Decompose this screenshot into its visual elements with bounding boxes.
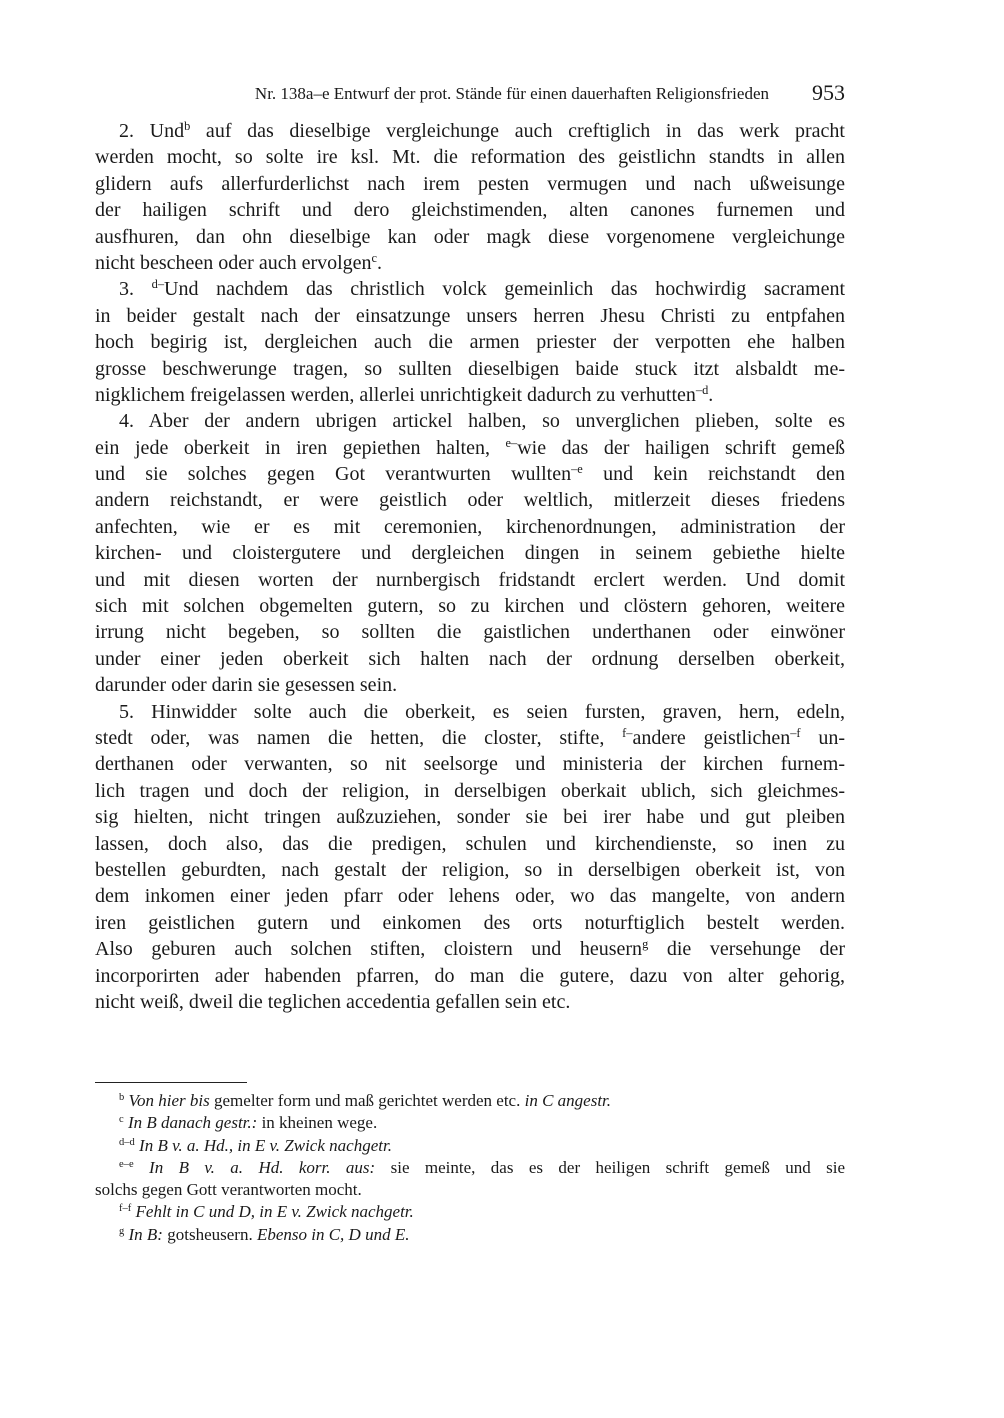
text-run: ein jede oberkeit in iren gepiethen halten, — [95, 436, 506, 459]
text-run: 2. Und — [119, 120, 185, 142]
footnote-marker: c — [371, 251, 378, 266]
footnote — [95, 1135, 845, 1157]
footnote-marker: –d — [695, 383, 709, 398]
text-line — [95, 329, 845, 355]
footnote-marker: –e — [571, 462, 583, 477]
text-line — [95, 356, 845, 382]
footnote-marker: d–d — [119, 1136, 135, 1148]
text-run: sich mit solchen obgemelten gutern, so zu kirchen und clöstern gehoren, weitere — [95, 595, 845, 618]
text-line — [95, 593, 845, 619]
text-line — [95, 435, 845, 461]
text-run: die versehunge der — [648, 938, 846, 961]
text-run: Und nachdem das christlich volck gemeinlich das hochwirdig sacrament — [164, 278, 846, 301]
text-run: anfechten, wie er es mit ceremonien, kirchenordnungen, administration der — [95, 515, 845, 538]
text-line — [95, 646, 845, 672]
footnote-marker: e–e — [119, 1159, 134, 1171]
footnote — [95, 1224, 845, 1246]
text-line — [95, 989, 845, 1015]
footnote — [95, 1201, 845, 1223]
text-line — [95, 1157, 845, 1179]
footnote-marker: g — [119, 1225, 125, 1237]
text-run: nicht weiß, dweil die teglichen accedentia gefallen sein etc. — [95, 990, 571, 1013]
text-run: und mit diesen worten der nurnbergisch fridstandt erclert werden. Und domit — [95, 568, 845, 591]
footnote-marker: f–f — [119, 1203, 132, 1215]
editorial-note: In B danach gestr.: — [127, 1113, 258, 1133]
text-line — [95, 382, 845, 408]
text-line — [95, 1201, 845, 1223]
text-run: andern reichstandt, er were geistlich oder weltlich, mitlerzeit dieses friedens — [95, 489, 845, 512]
text-line — [95, 303, 845, 329]
editorial-note: In B: — [128, 1224, 163, 1244]
text-line — [95, 540, 845, 566]
text-run: glidern aufs allerfurderlichst nach irem pesten vermugen und nach ußweisunge — [95, 172, 845, 195]
text-line — [95, 963, 845, 989]
paragraph — [95, 699, 845, 1016]
text-run: . — [377, 251, 383, 274]
text-line — [95, 118, 845, 144]
text-line — [95, 672, 845, 698]
text-run: sie meinte, das es der heiligen schrift gemeß und sie — [375, 1157, 846, 1177]
text-line — [95, 1135, 845, 1157]
text-run: und kein reichstandt den — [582, 463, 845, 486]
footnote-divider — [95, 1082, 247, 1083]
text-run: . — [708, 383, 714, 406]
footnote — [95, 1112, 845, 1134]
text-run: nicht bescheen oder auch ervolgen — [95, 251, 372, 274]
footnote — [95, 1090, 845, 1112]
text-run: in kheinen wege. — [257, 1113, 378, 1133]
text-line — [95, 197, 845, 223]
footnotes — [95, 1090, 845, 1246]
running-header — [95, 80, 845, 108]
text-run: 5. Hinwidder solte auch die oberkeit, es seien fursten, graven, hern, edeln, — [119, 700, 845, 723]
text-line — [95, 725, 845, 751]
text-run: wie das der hailigen schrift gemeß — [517, 436, 845, 459]
text-run: derthanen oder verwanten, so nit seelsorge und ministeria der kirchen furnem- — [95, 753, 845, 776]
text-run: auf das dieselbige vergleichunge auch creftiglich in das werk pracht — [190, 120, 845, 142]
text-line — [95, 224, 845, 250]
paragraph — [95, 118, 845, 276]
text-line — [95, 778, 845, 804]
footnote-marker: d– — [151, 277, 165, 292]
text-run: andere geistlichen — [632, 726, 791, 749]
text-run: iren geistlichen gutern und einkomen des orts noturftiglich bestelt werden. — [95, 911, 845, 934]
main-text — [95, 118, 845, 1015]
text-run: 4. Aber der andern ubrigen artickel halben, so unverglichen plieben, solte es — [119, 410, 845, 433]
text-line — [95, 619, 845, 645]
editorial-note: In B v. a. Hd. korr. aus: — [149, 1157, 376, 1177]
text-run: der hailigen schrift und dero gleichstimenden, alten canones furnemen und — [95, 199, 845, 222]
text-line — [95, 276, 845, 302]
footnote-marker: g — [642, 937, 649, 952]
text-run: solchs gegen Gott verantworten mocht. — [95, 1180, 362, 1200]
text-run: lich tragen und doch der religion, in derselbigen oberkait ublich, sich gleichmes- — [95, 779, 845, 802]
text-line — [95, 171, 845, 197]
text-line — [95, 1112, 845, 1134]
text-run: lassen, doch also, das die predigen, schulen und kirchendienste, so inen zu — [95, 832, 845, 855]
footnote-marker: b — [184, 119, 191, 134]
text-run: gemelter form und maß gerichtet werden etc. — [209, 1091, 525, 1110]
text-run: un- — [800, 726, 845, 749]
editorial-note: Fehlt in C und D, in E v. Zwick nachgetr. — [135, 1202, 414, 1222]
text-line — [95, 804, 845, 830]
footnote-marker: e– — [505, 435, 518, 450]
editorial-note: Ebenso in C, D und E. — [256, 1224, 410, 1244]
text-run: stedt oder, was namen die hetten, die closter, stifte, — [95, 726, 623, 749]
text-run: bestellen geburdten, nach gestalt der religion, so in derselbigen oberkeit ist, von — [95, 858, 845, 881]
text-run: dem inkomen einer jeden pfarr oder lehens oder, wo das mangelte, von andern — [95, 885, 845, 908]
text-line — [95, 144, 845, 170]
text-line — [95, 883, 845, 909]
text-run: darunder oder darin sie gesessen sein. — [95, 674, 398, 697]
text-run: in beider gestalt nach der einsatzunge unsers herren Jhesu Christi zu entpfahen — [95, 304, 845, 327]
editorial-note: In B v. a. Hd., in E v. Zwick nachgetr. — [139, 1135, 392, 1155]
footnote-marker: b — [119, 1092, 125, 1104]
footnote-marker: f– — [622, 726, 633, 741]
footnote-marker: c — [119, 1114, 124, 1126]
text-line — [95, 1179, 845, 1201]
paragraph — [95, 408, 845, 698]
text-line — [95, 567, 845, 593]
running-title: Nr. 138a–e Entwurf der prot. Stände für einen dauerhaften Religionsfrieden — [254, 84, 769, 103]
text-run: sig hielten, nicht tringen außzuziehen, sonder sie bei irer habe und gut pleiben — [95, 806, 845, 829]
text-run: irrung nicht begeben, so sollten die gaistlichen underthanen oder einwöner — [95, 621, 845, 644]
editorial-note: Von hier bis — [128, 1091, 210, 1110]
text-run: werden mocht, so solte ire ksl. Mt. die reformation des geistlichn standts in allen — [95, 146, 845, 169]
text-run: kirchen- und cloistergutere und dergleichen dingen in seinem gebiethe hielte — [95, 542, 845, 565]
text-line — [95, 1090, 845, 1112]
text-run: gotsheusern. — [162, 1224, 257, 1244]
text-line — [95, 910, 845, 936]
text-line — [95, 408, 845, 434]
text-line — [95, 831, 845, 857]
text-line — [95, 461, 845, 487]
text-run: hoch begirig ist, dergleichen auch die armen priester der verpotten ehe halben — [95, 331, 845, 354]
text-run — [134, 1158, 149, 1177]
text-run: Also geburen auch solchen stiften, cloistern und heusern — [95, 938, 643, 961]
text-line — [95, 857, 845, 883]
text-line — [95, 751, 845, 777]
text-run: incorporirten ader habenden pfarren, do man die gutere, dazu von alter gehorig, — [95, 964, 845, 987]
text-line — [95, 1224, 845, 1246]
footnote-marker: –f — [790, 726, 801, 741]
text-run: nigklichem freigelassen werden, allerlei unrichtigkeit dadurch zu verhutten — [95, 383, 696, 406]
page-number: 953 — [812, 80, 845, 105]
text-line — [95, 936, 845, 962]
text-run: grosse beschwerunge tragen, so sullten dieselbigen baide stuck itzt alsbaldt me- — [95, 357, 845, 380]
editorial-note: in C angestr. — [524, 1091, 612, 1110]
text-run: 3. — [119, 278, 152, 301]
footnote — [95, 1157, 845, 1202]
text-line — [95, 487, 845, 513]
text-line — [95, 250, 845, 276]
text-line — [95, 699, 845, 725]
text-run: ausfhuren, dan ohn dieselbige kan oder magk diese vorgenomene vergleichunge — [95, 225, 845, 248]
text-run: und sie solches gegen Got verantwurten wullten — [95, 463, 572, 486]
paragraph — [95, 276, 845, 408]
text-run: under einer jeden oberkeit sich halten nach der ordnung derselben oberkeit, — [95, 647, 845, 670]
text-line — [95, 514, 845, 540]
